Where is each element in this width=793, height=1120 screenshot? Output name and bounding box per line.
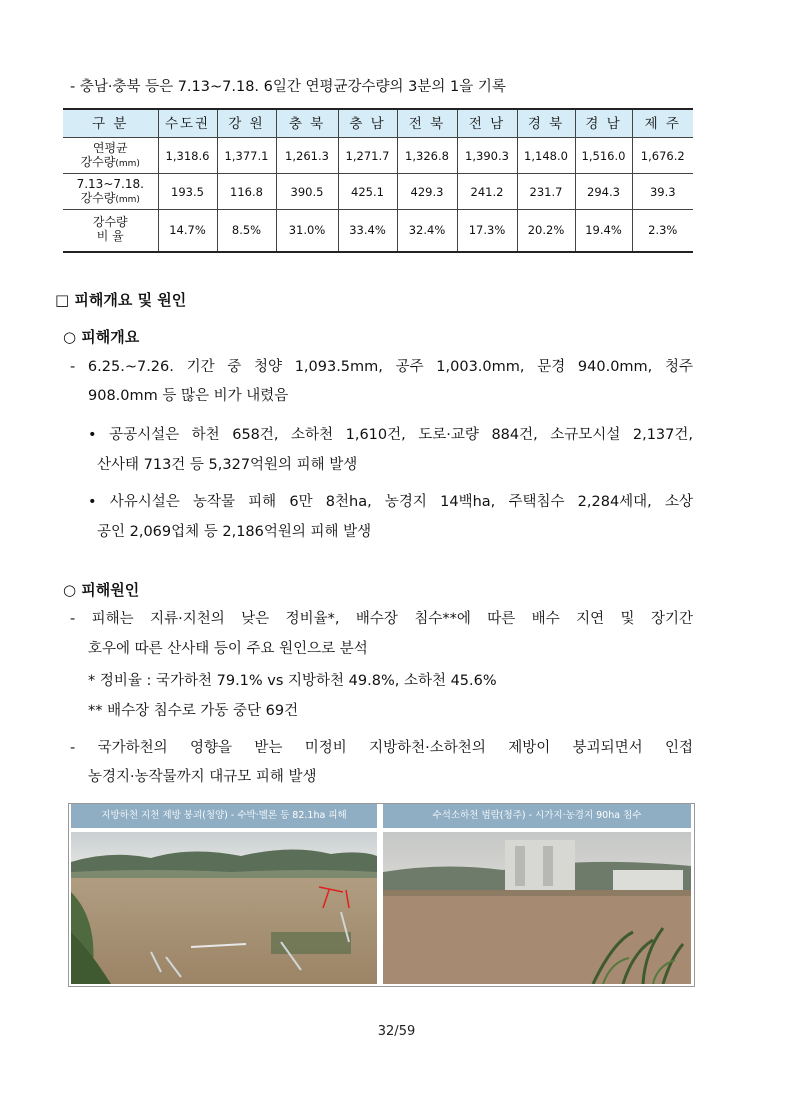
table-cell: 19.4%: [575, 210, 632, 252]
cause-title: ○ 피해원인: [63, 581, 140, 599]
table-cell: 8.5%: [217, 210, 276, 252]
header-region: 수도권: [158, 109, 217, 138]
header-region: 제 주: [632, 109, 693, 138]
table-cell: 1,148.0: [517, 138, 575, 174]
table-cell: 33.4%: [338, 210, 397, 252]
header-region: 충 남: [338, 109, 397, 138]
overview-bullet2-line2: 공인 2,069업체 등 2,186억원의 피해 발생: [97, 524, 372, 540]
cause-note1: * 정비율 : 국가하천 79.1% vs 지방하천 49.8%, 소하천 45.6%: [88, 673, 497, 689]
row-label: 강수량 비 율: [63, 210, 158, 252]
table-cell: 116.8: [217, 174, 276, 210]
page-number: 32/59: [377, 1024, 416, 1039]
table-cell: 1,261.3: [276, 138, 338, 174]
table-cell: 1,326.8: [397, 138, 457, 174]
row-label: 연평균 강수량(mm): [63, 138, 158, 174]
table-cell: 1,516.0: [575, 138, 632, 174]
cause-note2: ** 배수장 침수로 가동 중단 69건: [88, 703, 299, 719]
table-cell: 231.7: [517, 174, 575, 210]
cause-dash2-line2: 농경지·농작물까지 대규모 피해 발생: [88, 769, 317, 785]
cause-dash2-line1: - 국가하천의 영향을 받는 미정비 지방하천·소하천의 제방이 붕괴되면서 인접: [70, 740, 693, 756]
section-title: □ 피해개요 및 원인: [55, 291, 187, 309]
table-cell: 425.1: [338, 174, 397, 210]
row-label: 7.13~7.18. 강수량(mm): [63, 174, 158, 210]
header-region: 전 북: [397, 109, 457, 138]
overview-title: ○ 피해개요: [63, 328, 140, 346]
damage-photos: [68, 803, 695, 987]
table-cell: 1,377.1: [217, 138, 276, 174]
table-cell: 1,271.7: [338, 138, 397, 174]
table-row: [63, 138, 693, 174]
header-label: 구 분: [63, 109, 158, 138]
table-cell: 429.3: [397, 174, 457, 210]
table-cell: 294.3: [575, 174, 632, 210]
table-cell: 32.4%: [397, 210, 457, 252]
overview-dash1-line1: - 6.25.~7.26. 기간 중 청양 1,093.5mm, 공주 1,003.0mm, 문경 940.0mm, 청주: [70, 359, 693, 375]
table-cell: 20.2%: [517, 210, 575, 252]
table-cell: 241.2: [457, 174, 517, 210]
header-region: 전 남: [457, 109, 517, 138]
header-region: 강 원: [217, 109, 276, 138]
table-cell: 390.5: [276, 174, 338, 210]
table-cell: 39.3: [632, 174, 693, 210]
left-photo-caption: 지방하천 지천 제방 붕괴(청양) - 수박·멜론 등 82.1ha 피해: [71, 804, 377, 828]
overview-bullet1-line1: • 공공시설은 하천 658건, 소하천 1,610건, 도로·교량 884건, 소규모시설 2,137건,: [88, 427, 693, 443]
table-cell: 1,676.2: [632, 138, 693, 174]
overview-dash1-line2: 908.0mm 등 많은 비가 내렸음: [88, 388, 289, 404]
cause-dash1-line2: 호우에 따른 산사태 등이 주요 원인으로 분석: [88, 641, 368, 657]
table-row: [63, 210, 693, 252]
table-cell: 31.0%: [276, 210, 338, 252]
intro-line: - 충남·충북 등은 7.13~7.18. 6일간 연평균강수량의 3분의 1을 기록: [70, 79, 506, 95]
flooded-town-photo: [383, 832, 691, 984]
header-region: 경 북: [517, 109, 575, 138]
cause-dash1-line1: - 피해는 지류·지천의 낮은 정비율*, 배수장 침수**에 따른 배수 지연 및 장기간: [70, 611, 693, 627]
table-row: [63, 174, 693, 210]
table-header-row: [63, 109, 693, 138]
header-region: 경 남: [575, 109, 632, 138]
flooded-field-photo: [71, 832, 377, 984]
table-cell: 17.3%: [457, 210, 517, 252]
rainfall-table: [63, 108, 693, 253]
table-cell: 1,390.3: [457, 138, 517, 174]
table-cell: 2.3%: [632, 210, 693, 252]
table-cell: 193.5: [158, 174, 217, 210]
table-cell: 14.7%: [158, 210, 217, 252]
header-region: 충 북: [276, 109, 338, 138]
table-cell: 1,318.6: [158, 138, 217, 174]
overview-bullet2-line1: • 사유시설은 농작물 피해 6만 8천ha, 농경지 14백ha, 주택침수 2,284세대, 소상: [88, 494, 693, 510]
right-photo-caption: 수석소하천 범람(청주) - 시가지·농경지 90ha 침수: [383, 804, 691, 828]
overview-bullet1-line2: 산사태 713건 등 5,327억원의 피해 발생: [97, 457, 358, 473]
